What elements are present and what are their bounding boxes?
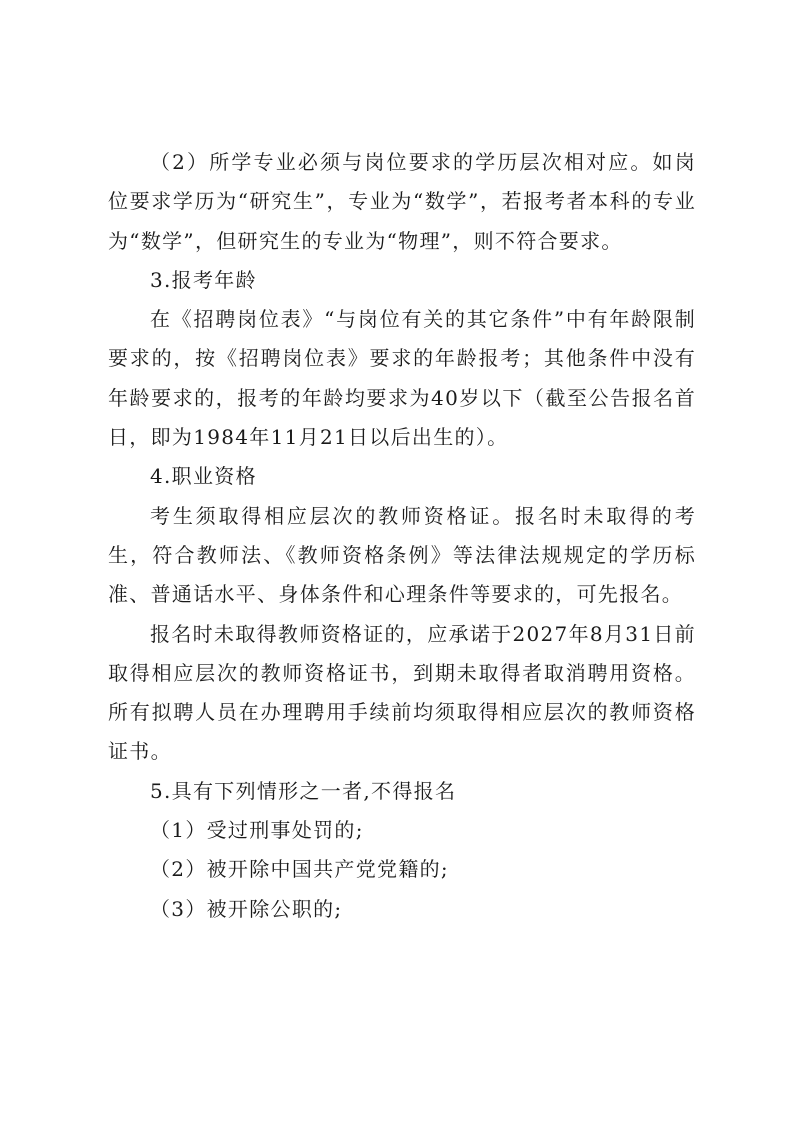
exclusion-item-3: （3）被开除公职的; — [150, 896, 343, 921]
heading-age: 3.报考年龄 — [150, 267, 257, 292]
paragraph-certificate-deadline: 报名时未取得教师资格证的，应承诺于2027年8月31日前取得相应层次的教师资格证书，到期未取得者取消聘用资格。所有拟聘人员在办理聘用手续前均须取得相应层次的教师资格证书。 — [108, 621, 696, 764]
paragraph-age-requirement: 在《招聘岗位表》“与岗位有关的其它条件”中有年龄限制要求的，按《招聘岗位表》要求的年龄报考；其他条件中没有年龄要求的，报考的年龄均要求为40岁以下（截至公告报名首日，即为1984年11月21日以后出生的）。 — [108, 307, 696, 450]
paragraph-major-requirement: （2）所学专业必须与岗位要求的学历层次相对应。如岗位要求学历为“研究生”，专业为“数学”，若报考者本科的专业为“数学”，但研究生的专业为“物理”，则不符合要求。 — [108, 150, 696, 253]
exclusion-item-1: （1）受过刑事处罚的; — [150, 818, 364, 843]
exclusion-item-2: （2）被开除中国共产党党籍的; — [150, 857, 449, 882]
document-body — [108, 143, 696, 929]
paragraph-qualification: 考生须取得相应层次的教师资格证。报名时未取得的考生，符合教师法、《教师资格条例》等法律法规规定的学历标准、普通话水平、身体条件和心理条件等要求的，可先报名。 — [108, 503, 696, 607]
heading-qualification: 4.职业资格 — [150, 464, 257, 489]
heading-exclusions: 5.具有下列情形之一者,不得报名 — [150, 778, 457, 803]
